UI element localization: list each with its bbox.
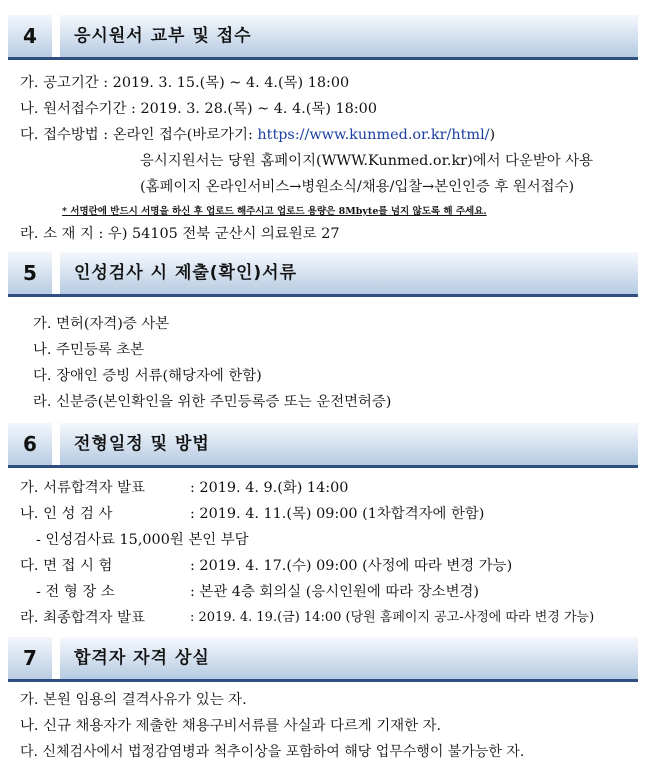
schedule-row bbox=[20, 504, 112, 524]
header-underline bbox=[8, 465, 638, 468]
list-marker: 나. bbox=[20, 101, 39, 117]
schedule-label: 면 접 시 험 bbox=[43, 558, 113, 574]
schedule-value: : 본관 4층 회의실 (응시인원에 따라 장소변경) bbox=[190, 584, 480, 600]
list-text: 접수방법 : 온라인 접수(바로가기: bbox=[43, 127, 258, 143]
section-title: 합격자 자격 상실 bbox=[74, 648, 210, 668]
schedule-subitem: - 인성검사료 15,000원 본인 부담 bbox=[36, 532, 249, 548]
schedule-value: : 2019. 4. 19.(금) 14:00 (당원 홈페이지 공고-사정에 따라 변경 가능) bbox=[190, 610, 595, 625]
list-item bbox=[20, 224, 340, 244]
list-item bbox=[33, 366, 262, 386]
list-marker: 나. bbox=[20, 506, 39, 522]
list-marker: 라. bbox=[33, 394, 52, 410]
section-title-bar bbox=[60, 15, 638, 57]
section-number: 4 bbox=[8, 15, 52, 57]
schedule-row bbox=[20, 556, 112, 576]
list-marker: 나. bbox=[33, 342, 52, 358]
list-text: 주민등록 초본 bbox=[56, 342, 145, 358]
section-number: 5 bbox=[8, 252, 52, 294]
list-item bbox=[33, 392, 391, 412]
section-6-header bbox=[8, 423, 638, 465]
section-7-header bbox=[8, 637, 638, 679]
list-text: 소 재 지 : 우) 54105 전북 군산시 의료원로 27 bbox=[43, 226, 340, 242]
section-5-header bbox=[8, 252, 638, 294]
list-marker: 다. bbox=[20, 744, 38, 760]
header-underline bbox=[8, 294, 638, 297]
list-text: 신규 채용자가 제출한 채용구비서류를 사실과 다르게 기재한 자. bbox=[43, 718, 442, 734]
schedule-subitem-label: - 전 형 장 소 bbox=[36, 584, 115, 600]
schedule-row bbox=[20, 478, 145, 498]
schedule-label: 최종합격자 발표 bbox=[43, 610, 145, 626]
list-item bbox=[33, 340, 144, 360]
list-marker: 라. bbox=[20, 226, 39, 242]
list-marker: 가. bbox=[20, 75, 39, 91]
list-item bbox=[20, 125, 495, 145]
list-text-suffix: ) bbox=[489, 127, 496, 143]
section-title-bar bbox=[60, 637, 638, 679]
list-text: 장애인 증빙 서류(해당자에 한함) bbox=[56, 368, 262, 384]
header-underline bbox=[8, 679, 638, 682]
section-title: 응시원서 교부 및 접수 bbox=[74, 26, 252, 46]
list-marker: 가. bbox=[33, 316, 52, 332]
list-text-continued: 응시지원서는 당원 홈페이지(WWW.Kunmed.or.kr)에서 다운받아 사용 bbox=[140, 153, 594, 169]
list-text: 신체검사에서 법정감염병과 척추이상을 포함하여 해당 업무수행이 불가능한 자. bbox=[42, 744, 525, 760]
list-marker: 라. bbox=[20, 610, 39, 626]
list-marker: 다. bbox=[20, 127, 39, 143]
schedule-label: 인 성 검 사 bbox=[43, 506, 113, 522]
list-marker: 나. bbox=[20, 718, 39, 734]
list-marker: 다. bbox=[20, 558, 39, 574]
schedule-label: 서류합격자 발표 bbox=[43, 480, 145, 496]
section-title: 인성검사 시 제출(확인)서류 bbox=[74, 263, 298, 283]
list-text: 본원 임용의 결격사유가 있는 자. bbox=[43, 692, 247, 708]
list-text: 원서접수기간 : 2019. 3. 28.(목) ~ 4. 4.(목) 18:00 bbox=[43, 101, 377, 117]
list-text: 면허(자격)증 사본 bbox=[56, 316, 170, 332]
upload-note: * 서명란에 반드시 서명을 하신 후 업로드 해주시고 업로드 용량은 8Mbyte를 넘지 않도록 해 주세요. bbox=[62, 206, 487, 217]
list-item bbox=[33, 314, 169, 334]
list-item bbox=[20, 73, 349, 93]
list-marker: 가. bbox=[20, 480, 39, 496]
list-item bbox=[20, 742, 524, 762]
section-4-header bbox=[8, 15, 638, 57]
list-text-continued: (홈페이지 온라인서비스→병원소식/채용/입찰→본인인증 후 원서접수) bbox=[140, 179, 575, 195]
list-text: 신분증(본인확인을 위한 주민등록증 또는 운전면허증) bbox=[56, 394, 392, 410]
schedule-value: : 2019. 4. 9.(화) 14:00 bbox=[190, 480, 349, 496]
schedule-row bbox=[20, 608, 145, 628]
list-marker: 가. bbox=[20, 692, 39, 708]
section-title: 전형일정 및 방법 bbox=[74, 434, 210, 454]
apply-link[interactable]: https://www.kunmed.or.kr/html/ bbox=[257, 127, 490, 143]
list-marker: 다. bbox=[33, 368, 52, 384]
header-underline bbox=[8, 57, 638, 60]
schedule-value: : 2019. 4. 11.(목) 09:00 (1차합격자에 한함) bbox=[190, 506, 485, 522]
list-item bbox=[20, 716, 441, 736]
list-item bbox=[20, 690, 247, 710]
section-number: 6 bbox=[8, 423, 52, 465]
section-title-bar bbox=[60, 423, 638, 465]
section-title-bar bbox=[60, 252, 638, 294]
list-item bbox=[20, 99, 377, 119]
list-text: 공고기간 : 2019. 3. 15.(목) ~ 4. 4.(목) 18:00 bbox=[43, 75, 350, 91]
schedule-value: : 2019. 4. 17.(수) 09:00 (사정에 따라 변경 가능) bbox=[190, 558, 513, 574]
section-number: 7 bbox=[8, 637, 52, 679]
